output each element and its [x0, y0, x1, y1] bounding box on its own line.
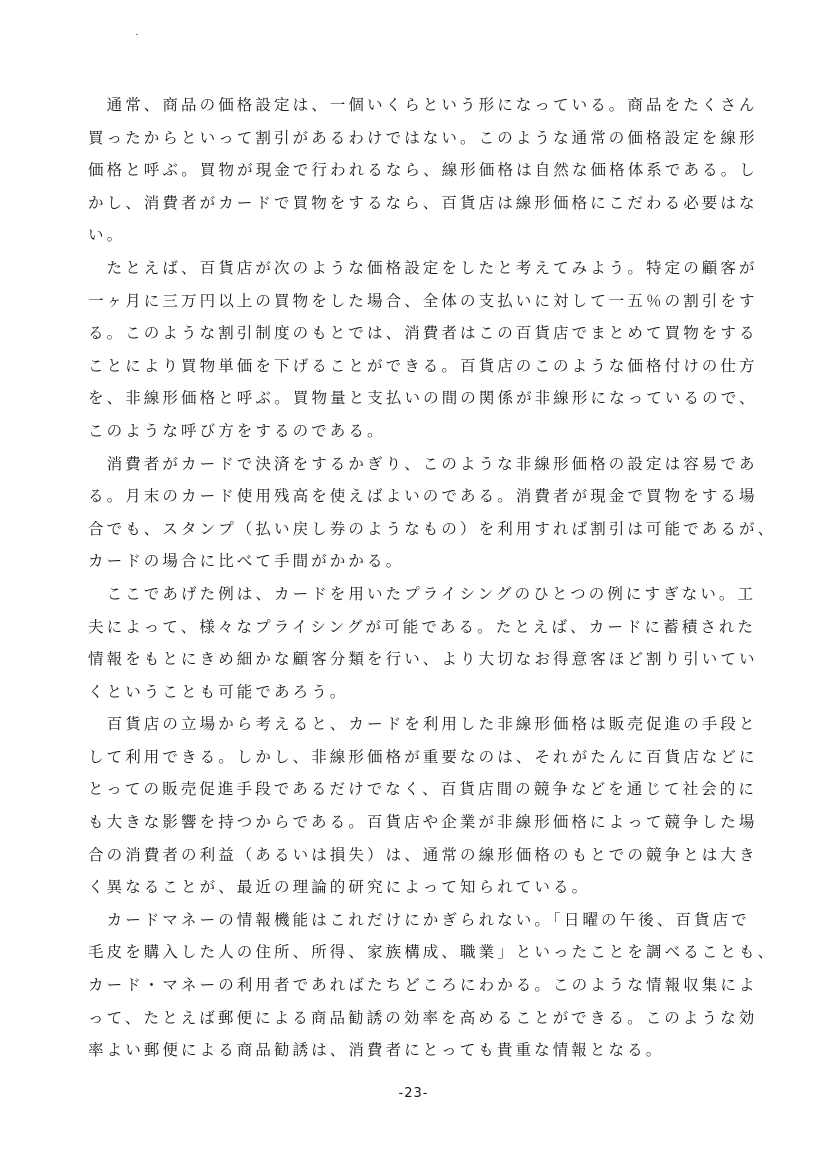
text-line: かし、消費者がカードで買物をするなら、百貨店は線形価格にこだわる必要はな [88, 193, 758, 212]
text-line: 価格と呼ぶ。買物が現金で行われるなら、線形価格は自然な価格体系である。し [88, 161, 758, 180]
body-text [88, 89, 777, 1067]
text-line: とっての販売促進手段であるだけでなく、百貨店間の競争などを通じて社会的に [88, 780, 757, 799]
text-line: 率よい郵便による商品勧誘は、消費者にとっても貴重な情報となる。 [88, 1041, 665, 1060]
text-line: くということも可能であろう。 [88, 682, 349, 701]
text-line: して利用できる。しかし、非線形価格が重要なのは、それがたんに百貨店などに [88, 747, 758, 766]
text-line: カードマネーの情報機能はこれだけにかぎられない。「日曜の午後、百貨店で [88, 910, 750, 929]
scan-speck [136, 34, 138, 35]
text-line: 夫によって、様々なプライシングが可能である。たとえば、カードに蓄積された [88, 617, 757, 636]
text-line: い。 [88, 226, 126, 245]
text-line: 合の消費者の利益（あるいは損失）は、通常の線形価格のもとでの競争とは大き [88, 845, 758, 864]
text-line: く異なることが、最近の理論的研究によって知られている。 [88, 878, 591, 897]
text-line: る。月末のカード使用残高を使えばよいのである。消費者が現金で買物をする場 [88, 487, 758, 506]
text-line: 百貨店の立場から考えると、カードを利用した非線形価格は販売促進の手段と [88, 715, 758, 734]
text-line: ここであげた例は、カードを用いたプライシングのひとつの例にすぎない。工 [88, 584, 757, 603]
page-number: -23- [398, 1086, 429, 1101]
text-line: 買ったからといって割引があるわけではない。このような通常の価格設定を線形 [88, 128, 758, 147]
text-line: カード・マネーの利用者であればたちどころにわかる。このような情報収集によ [88, 976, 758, 995]
text-line: って、たとえば郵便による商品勧誘の効率を高めることができる。このような効 [88, 1008, 758, 1027]
text-line: 通常、商品の価格設定は、一個いくらという形になっている。商品をたくさん [88, 96, 758, 114]
text-line: も大きな影響を持つからである。百貨店や企業が非線形価格によって競争した場 [88, 813, 758, 832]
text-line: を、非線形価格と呼ぶ。買物量と支払いの間の関係が非線形になっているので、 [88, 389, 758, 408]
text-line: ことにより買物単価を下げることができる。百貨店のこのような価格付けの仕方 [88, 356, 758, 375]
text-line: 毛皮を購入した人の住所、所得、家族構成、職業」といったことを調べることも、 [88, 943, 777, 962]
text-line: 消費者がカードで決済をするかぎり、このような非線形価格の設定は容易であ [88, 454, 758, 473]
text-line: このような呼び方をするのである。 [88, 421, 386, 440]
text-line: 一ヶ月に三万円以上の買物をした場合、全体の支払いに対して一五％の割引をす [88, 291, 758, 310]
text-line: たとえば、百貨店が次のような価格設定をしたと考えてみよう。特定の顧客が [88, 258, 758, 277]
text-line: 合でも、スタンプ（払い戻し券のようなもの）を利用すれば割引は可能であるが、 [88, 519, 777, 538]
text-line: カードの場合に比べて手間がかかる。 [88, 552, 405, 571]
text-line: 情報をもとにきめ細かな顧客分類を行い、より大切なお得意客ほど割り引いてい [88, 650, 758, 669]
text-line: る。このような割引制度のもとでは、消費者はこの百貨店でまとめて買物をする [88, 324, 758, 343]
